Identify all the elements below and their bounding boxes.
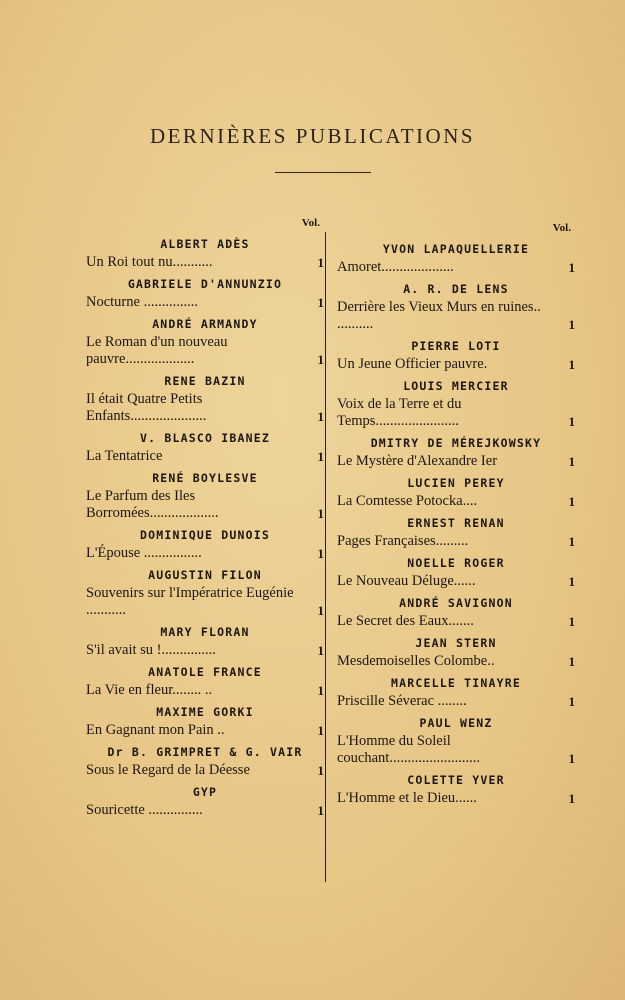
vol-header-right: Vol. bbox=[552, 222, 571, 234]
book-entry bbox=[337, 533, 575, 550]
book-title: Souvenirs sur l'Impératrice Eugénie ........... bbox=[86, 585, 294, 618]
book-entry bbox=[337, 613, 575, 630]
author-name: ALBERT ADÈS bbox=[160, 237, 250, 251]
book-title: Souricette ............... bbox=[86, 802, 203, 818]
book-entry bbox=[86, 642, 324, 659]
book-title: Un Jeune Officier pauvre. bbox=[337, 356, 488, 372]
book-title: L'Homme et le Dieu...... bbox=[337, 790, 477, 806]
author-name: PIERRE LOTI bbox=[411, 339, 501, 353]
book-entry bbox=[86, 334, 324, 368]
author-name: JEAN STERN bbox=[415, 636, 497, 650]
book-title: Priscille Séverac ........ bbox=[337, 693, 467, 709]
book-entry bbox=[337, 259, 575, 276]
book-entry bbox=[337, 356, 575, 373]
book-title: S'il avait su !............... bbox=[86, 642, 216, 658]
author-name: DOMINIQUE DUNOIS bbox=[140, 528, 270, 542]
book-title: Amoret.................... bbox=[337, 259, 454, 275]
volume-count: 1 bbox=[568, 694, 575, 709]
book-entry bbox=[337, 790, 575, 807]
book-entry bbox=[337, 453, 575, 470]
book-entry bbox=[86, 682, 324, 699]
book-entry bbox=[337, 299, 575, 333]
author-name: ANATOLE FRANCE bbox=[148, 665, 262, 679]
author-name: DMITRY DE MÉREJKOWSKY bbox=[370, 436, 542, 450]
author-name: V. BLASCO IBANEZ bbox=[140, 431, 270, 445]
vol-header-left: Vol. bbox=[301, 217, 320, 229]
author-name: COLETTE YVER bbox=[407, 773, 505, 787]
author-name: ANDRÉ SAVIGNON bbox=[399, 596, 513, 610]
book-entry bbox=[86, 585, 324, 619]
volume-count: 1 bbox=[568, 751, 575, 766]
volume-count: 1 bbox=[317, 409, 324, 424]
book-entry bbox=[86, 254, 324, 271]
volume-count: 1 bbox=[317, 683, 324, 698]
volume-count: 1 bbox=[568, 791, 575, 806]
volume-count: 1 bbox=[317, 449, 324, 464]
volume-count: 1 bbox=[568, 654, 575, 669]
volume-count: 1 bbox=[317, 723, 324, 738]
author-name: RENE BAZIN bbox=[164, 374, 246, 388]
author-name: GABRIELE D'ANNUNZIO bbox=[127, 277, 283, 291]
volume-count: 1 bbox=[568, 454, 575, 469]
author-name: ANDRÉ ARMANDY bbox=[152, 317, 258, 331]
author-name: LOUIS MERCIER bbox=[403, 379, 509, 393]
book-title: Derrière les Vieux Murs en ruines.. .......... bbox=[337, 299, 541, 332]
left-column bbox=[86, 215, 324, 819]
book-entry bbox=[86, 762, 324, 779]
book-entry bbox=[337, 573, 575, 590]
book-entry bbox=[86, 722, 324, 739]
book-title: Pages Françaises......... bbox=[337, 533, 469, 549]
book-entry bbox=[337, 396, 575, 430]
author-name: ERNEST RENAN bbox=[407, 516, 505, 530]
book-title: En Gagnant mon Pain .. bbox=[86, 722, 225, 738]
volume-count: 1 bbox=[568, 357, 575, 372]
book-title: Nocturne ............... bbox=[86, 294, 198, 310]
book-entry bbox=[337, 733, 575, 767]
book-entry bbox=[86, 488, 324, 522]
book-title: Le Roman d'un nouveau pauvre................... bbox=[86, 334, 228, 367]
author-name: PAUL WENZ bbox=[419, 716, 493, 730]
author-name: LUCIEN PEREY bbox=[407, 476, 505, 490]
book-title: Mesdemoiselles Colombe.. bbox=[337, 653, 495, 669]
book-title: L'Épouse ................ bbox=[86, 545, 202, 561]
volume-count: 1 bbox=[568, 260, 575, 275]
book-title: Sous le Regard de la Déesse bbox=[86, 762, 250, 778]
volume-count: 1 bbox=[317, 803, 324, 818]
book-title: La Tentatrice bbox=[86, 448, 163, 464]
author-name: MARY FLORAN bbox=[160, 625, 250, 639]
volume-count: 1 bbox=[568, 534, 575, 549]
book-entry bbox=[337, 653, 575, 670]
volume-count: 1 bbox=[317, 763, 324, 778]
right-column bbox=[337, 220, 575, 807]
book-entry bbox=[337, 693, 575, 710]
volume-count: 1 bbox=[568, 614, 575, 629]
book-title: Un Roi tout nu........... bbox=[86, 254, 213, 270]
book-title: Le Secret des Eaux....... bbox=[337, 613, 474, 629]
volume-count: 1 bbox=[317, 352, 324, 367]
book-title: Voix de la Terre et du Temps....................... bbox=[337, 396, 462, 429]
volume-count: 1 bbox=[568, 494, 575, 509]
author-name: AUGUSTIN FILON bbox=[148, 568, 262, 582]
book-title: L'Homme du Soleil couchant......................... bbox=[337, 733, 480, 766]
author-name: MARCELLE TINAYRE bbox=[391, 676, 521, 690]
book-title: Le Parfum des Iles Borromées................... bbox=[86, 488, 219, 521]
page-title: DERNIÈRES PUBLICATIONS bbox=[149, 124, 476, 148]
book-entry bbox=[86, 294, 324, 311]
author-name: Dr B. GRIMPRET & G. VAIR bbox=[107, 745, 303, 759]
book-title: Le Mystère d'Alexandre Ier bbox=[337, 453, 498, 469]
column-divider bbox=[325, 232, 326, 882]
author-name: A. R. DE LENS bbox=[403, 282, 509, 296]
volume-count: 1 bbox=[568, 574, 575, 589]
title-rule bbox=[275, 172, 371, 173]
right-entries bbox=[337, 242, 575, 807]
book-title: Le Nouveau Déluge...... bbox=[337, 573, 476, 589]
author-name: YVON LAPAQUELLERIE bbox=[382, 242, 530, 256]
author-name: NOELLE ROGER bbox=[407, 556, 505, 570]
left-entries bbox=[86, 237, 324, 819]
author-name: MAXIME GORKI bbox=[156, 705, 254, 719]
book-title: Il était Quatre Petits Enfants..................... bbox=[86, 391, 207, 424]
volume-count: 1 bbox=[317, 295, 324, 310]
book-entry bbox=[86, 391, 324, 425]
book-entry bbox=[86, 802, 324, 819]
volume-count: 1 bbox=[317, 255, 324, 270]
book-entry bbox=[86, 448, 324, 465]
volume-count: 1 bbox=[317, 506, 324, 521]
author-name: RENÉ BOYLESVE bbox=[152, 471, 258, 485]
volume-count: 1 bbox=[317, 546, 324, 561]
author-name: GYP bbox=[192, 785, 218, 799]
book-title: La Comtesse Potocka.... bbox=[337, 493, 478, 509]
volume-count: 1 bbox=[568, 317, 575, 332]
volume-count: 1 bbox=[568, 414, 575, 429]
book-title: La Vie en fleur........ .. bbox=[86, 682, 213, 698]
volume-count: 1 bbox=[317, 643, 324, 658]
book-entry bbox=[337, 493, 575, 510]
book-entry bbox=[86, 545, 324, 562]
volume-count: 1 bbox=[317, 603, 324, 618]
